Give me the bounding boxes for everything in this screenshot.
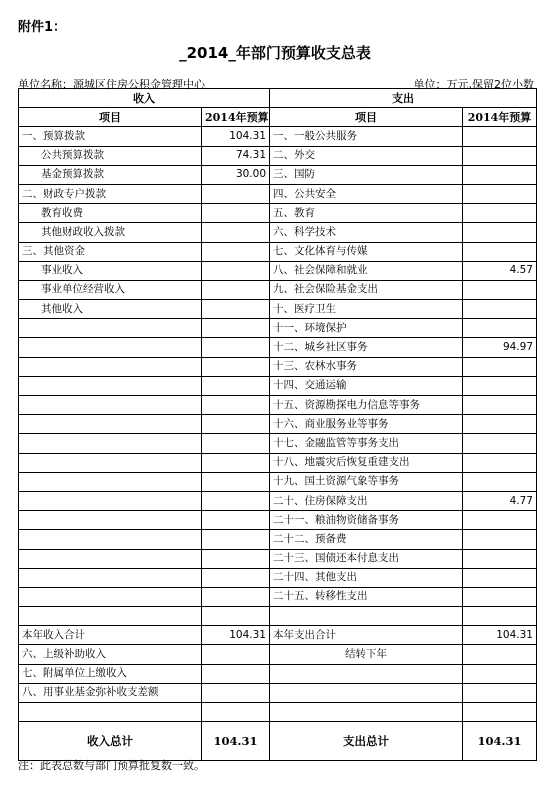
table-row bbox=[19, 664, 537, 683]
expense-value-cell bbox=[463, 415, 537, 434]
income-item-cell: 七、附属单位上缴收入 bbox=[19, 664, 202, 683]
table-row bbox=[19, 511, 537, 530]
expense-value-cell: 4.57 bbox=[463, 261, 537, 280]
expense-value-cell bbox=[463, 664, 537, 683]
expense-item-cell: 五、教育 bbox=[270, 204, 463, 223]
income-item-cell bbox=[19, 357, 202, 376]
expense-item-cell: 二、外交 bbox=[270, 146, 463, 165]
income-item-cell bbox=[19, 568, 202, 587]
income-year-header: 2014年预算 bbox=[202, 108, 270, 127]
income-item-cell: 事业收入 bbox=[19, 261, 202, 280]
income-item-cell bbox=[19, 453, 202, 472]
income-value-cell bbox=[202, 491, 270, 510]
income-value-cell bbox=[202, 645, 270, 664]
income-value-cell bbox=[202, 357, 270, 376]
income-item-cell bbox=[19, 511, 202, 530]
table-row bbox=[19, 223, 537, 242]
income-item-cell: 教育收费 bbox=[19, 204, 202, 223]
income-value-cell bbox=[202, 300, 270, 319]
table-row bbox=[19, 300, 537, 319]
table-row bbox=[19, 568, 537, 587]
income-item-cell: 公共预算拨款 bbox=[19, 146, 202, 165]
total-expense-value: 104.31 bbox=[463, 722, 537, 761]
expense-item-cell: 十五、资源勘探电力信息等事务 bbox=[270, 396, 463, 415]
expense-item-cell: 二十五、转移性支出 bbox=[270, 587, 463, 606]
page-title: _2014_年部门预算收支总表 bbox=[179, 44, 371, 62]
total-expense-label: 支出总计 bbox=[270, 722, 463, 761]
income-item-cell bbox=[19, 703, 202, 722]
income-value-cell bbox=[202, 683, 270, 702]
table-row bbox=[19, 261, 537, 280]
income-item-cell bbox=[19, 376, 202, 395]
table-row bbox=[19, 703, 537, 722]
income-value-cell bbox=[202, 434, 270, 453]
table-row bbox=[19, 415, 537, 434]
expense-value-cell bbox=[463, 376, 537, 395]
expense-item-cell: 十八、地震灾后恢复重建支出 bbox=[270, 453, 463, 472]
income-value-cell bbox=[202, 472, 270, 491]
table-row bbox=[19, 127, 537, 146]
income-value-cell bbox=[202, 204, 270, 223]
expense-item-cell: 四、公共安全 bbox=[270, 184, 463, 203]
expense-value-cell bbox=[463, 645, 537, 664]
expense-item-cell: 六、科学技术 bbox=[270, 223, 463, 242]
expense-value-cell bbox=[463, 683, 537, 702]
expense-value-cell bbox=[463, 204, 537, 223]
income-value-cell bbox=[202, 396, 270, 415]
expense-item-cell: 八、社会保障和就业 bbox=[270, 261, 463, 280]
income-item-cell bbox=[19, 491, 202, 510]
table-row bbox=[19, 607, 537, 626]
income-item-cell: 事业单位经营收入 bbox=[19, 280, 202, 299]
table-row bbox=[19, 434, 537, 453]
expense-item-cell: 九、社会保险基金支出 bbox=[270, 280, 463, 299]
income-value-cell bbox=[202, 511, 270, 530]
column-header-row bbox=[19, 108, 537, 127]
expense-value-cell bbox=[463, 703, 537, 722]
table-row bbox=[19, 453, 537, 472]
income-value-cell bbox=[202, 453, 270, 472]
income-item-cell: 一、预算拨款 bbox=[19, 127, 202, 146]
income-value-cell: 104.31 bbox=[202, 626, 270, 645]
income-item-cell bbox=[19, 434, 202, 453]
income-value-cell bbox=[202, 568, 270, 587]
income-item-cell: 二、财政专户拨款 bbox=[19, 184, 202, 203]
total-income-value: 104.31 bbox=[202, 722, 270, 761]
expense-item-cell: 十二、城乡社区事务 bbox=[270, 338, 463, 357]
table-row bbox=[19, 491, 537, 510]
expense-item-cell: 十三、农林水事务 bbox=[270, 357, 463, 376]
table-row bbox=[19, 184, 537, 203]
table-row bbox=[19, 549, 537, 568]
income-item-cell bbox=[19, 338, 202, 357]
expense-section-header: 支出 bbox=[270, 89, 537, 108]
income-item-cell: 六、上级补助收入 bbox=[19, 645, 202, 664]
expense-value-cell bbox=[463, 319, 537, 338]
expense-item-cell: 三、国防 bbox=[270, 165, 463, 184]
expense-year-header: 2014年预算 bbox=[463, 108, 537, 127]
table-row bbox=[19, 376, 537, 395]
expense-value-cell bbox=[463, 434, 537, 453]
expense-item-header: 项目 bbox=[270, 108, 463, 127]
expense-item-cell bbox=[270, 703, 463, 722]
expense-value-cell bbox=[463, 472, 537, 491]
expense-item-cell bbox=[270, 664, 463, 683]
expense-item-cell: 二十二、预备费 bbox=[270, 530, 463, 549]
total-row bbox=[19, 722, 537, 761]
table-row bbox=[19, 165, 537, 184]
expense-value-cell bbox=[463, 530, 537, 549]
expense-item-cell: 十四、交通运输 bbox=[270, 376, 463, 395]
table-row bbox=[19, 338, 537, 357]
expense-item-cell bbox=[270, 683, 463, 702]
expense-item-cell: 二十一、粮油物资储备事务 bbox=[270, 511, 463, 530]
expense-value-cell bbox=[463, 280, 537, 299]
table-row bbox=[19, 146, 537, 165]
expense-value-cell bbox=[463, 396, 537, 415]
unit-name: 单位名称：源城区住房公积金管理中心 bbox=[18, 78, 205, 91]
expense-item-cell: 十一、环境保护 bbox=[270, 319, 463, 338]
income-item-cell bbox=[19, 607, 202, 626]
expense-value-cell bbox=[463, 127, 537, 146]
expense-item-cell: 本年支出合计 bbox=[270, 626, 463, 645]
expense-value-cell bbox=[463, 165, 537, 184]
income-value-cell bbox=[202, 530, 270, 549]
income-value-cell bbox=[202, 261, 270, 280]
expense-value-cell: 94.97 bbox=[463, 338, 537, 357]
income-value-cell: 74.31 bbox=[202, 146, 270, 165]
attachment-label: 附件1： bbox=[18, 20, 67, 35]
expense-value-cell: 104.31 bbox=[463, 626, 537, 645]
table-row bbox=[19, 280, 537, 299]
expense-item-cell: 二十三、国债还本付息支出 bbox=[270, 549, 463, 568]
budget-table bbox=[18, 88, 537, 761]
income-value-cell bbox=[202, 280, 270, 299]
income-section-header: 收入 bbox=[19, 89, 270, 108]
table-row bbox=[19, 645, 537, 664]
income-item-cell: 基金预算拨款 bbox=[19, 165, 202, 184]
income-item-cell: 其他财政收入拨款 bbox=[19, 223, 202, 242]
table-row bbox=[19, 530, 537, 549]
expense-item-cell: 结转下年 bbox=[270, 645, 463, 664]
expense-value-cell bbox=[463, 511, 537, 530]
expense-value-cell bbox=[463, 184, 537, 203]
expense-item-cell: 二十、住房保障支出 bbox=[270, 491, 463, 510]
income-item-cell bbox=[19, 587, 202, 606]
table-row bbox=[19, 204, 537, 223]
expense-value-cell bbox=[463, 146, 537, 165]
unit-measure: 单位：万元,保留2位小数 bbox=[413, 78, 534, 91]
income-item-cell: 本年收入合计 bbox=[19, 626, 202, 645]
income-item-cell bbox=[19, 319, 202, 338]
income-value-cell bbox=[202, 242, 270, 261]
table-row bbox=[19, 587, 537, 606]
income-item-cell bbox=[19, 396, 202, 415]
income-value-cell bbox=[202, 607, 270, 626]
expense-value-cell bbox=[463, 549, 537, 568]
income-item-header: 项目 bbox=[19, 108, 202, 127]
expense-value-cell bbox=[463, 242, 537, 261]
footnote: 注：此表总数与部门预算批复数一致。 bbox=[18, 759, 205, 772]
expense-item-cell: 二十四、其他支出 bbox=[270, 568, 463, 587]
expense-value-cell bbox=[463, 300, 537, 319]
total-income-label: 收入总计 bbox=[19, 722, 202, 761]
expense-value-cell bbox=[463, 607, 537, 626]
expense-item-cell: 七、文化体育与传媒 bbox=[270, 242, 463, 261]
income-value-cell: 30.00 bbox=[202, 165, 270, 184]
income-item-cell bbox=[19, 549, 202, 568]
section-header-row bbox=[19, 89, 537, 108]
income-value-cell bbox=[202, 223, 270, 242]
income-item-cell bbox=[19, 415, 202, 434]
income-value-cell bbox=[202, 319, 270, 338]
income-item-cell: 其他收入 bbox=[19, 300, 202, 319]
income-value-cell bbox=[202, 338, 270, 357]
income-value-cell: 104.31 bbox=[202, 127, 270, 146]
expense-item-cell: 十六、商业服务业等事务 bbox=[270, 415, 463, 434]
table-row bbox=[19, 242, 537, 261]
income-item-cell: 三、其他资金 bbox=[19, 242, 202, 261]
income-value-cell bbox=[202, 664, 270, 683]
income-value-cell bbox=[202, 549, 270, 568]
table-row bbox=[19, 357, 537, 376]
table-row bbox=[19, 626, 537, 645]
income-value-cell bbox=[202, 376, 270, 395]
income-value-cell bbox=[202, 184, 270, 203]
income-value-cell bbox=[202, 587, 270, 606]
expense-item-cell: 十、医疗卫生 bbox=[270, 300, 463, 319]
income-value-cell bbox=[202, 703, 270, 722]
income-item-cell bbox=[19, 472, 202, 491]
expense-value-cell bbox=[463, 357, 537, 376]
income-item-cell: 八、用事业基金弥补收支差额 bbox=[19, 683, 202, 702]
expense-value-cell bbox=[463, 453, 537, 472]
expense-value-cell bbox=[463, 587, 537, 606]
table-row bbox=[19, 472, 537, 491]
expense-item-cell: 十七、金融监管等事务支出 bbox=[270, 434, 463, 453]
table-row bbox=[19, 396, 537, 415]
table-row bbox=[19, 319, 537, 338]
income-item-cell bbox=[19, 530, 202, 549]
expense-value-cell bbox=[463, 223, 537, 242]
expense-item-cell bbox=[270, 607, 463, 626]
budget-table-body bbox=[19, 89, 537, 761]
expense-item-cell: 一、一般公共服务 bbox=[270, 127, 463, 146]
expense-value-cell: 4.77 bbox=[463, 491, 537, 510]
table-row bbox=[19, 683, 537, 702]
income-value-cell bbox=[202, 415, 270, 434]
expense-value-cell bbox=[463, 568, 537, 587]
expense-item-cell: 十九、国土资源气象等事务 bbox=[270, 472, 463, 491]
